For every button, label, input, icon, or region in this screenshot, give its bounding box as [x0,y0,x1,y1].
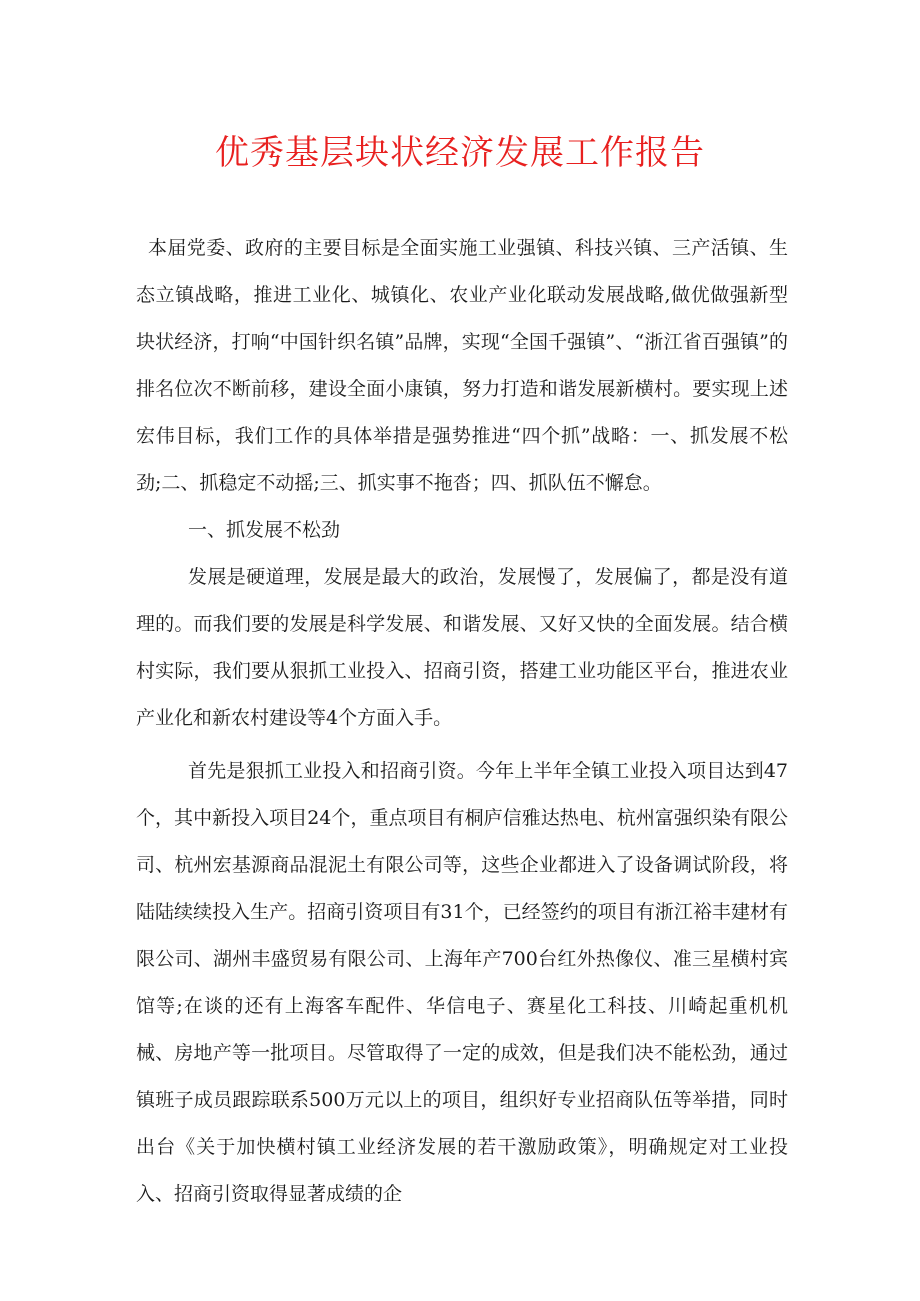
document-body [136,225,788,1218]
section-heading: 一、抓发展不松劲 [188,519,341,541]
document-title: 优秀基层块状经济发展工作报告 [215,133,705,173]
paragraph-intro: 本届党委、政府的主要目标是全面实施工业强镇、科技兴镇、三产活镇、生态立镇战略，推进工业化、城镇化、农业产业化联动发展战略,做优做强新型块状经济，打响“中国针织名镇”品牌，实现“全国千强镇”、“浙江省百强镇”的排名位次不断前移，建设全面小康镇，努力打造和谐发展新横村。要实现上述宏伟目标，我们工作的具体举措是强势推进“四个抓”战略：一、抓发展不松劲;二、抓稳定不动摇;三、抓实事不拖沓；四、抓队伍不懈怠。 [136,237,788,494]
paragraph-development: 发展是硬道理，发展是最大的政治，发展慢了，发展偏了，都是没有道理的。而我们要的发展是科学发展、和谐发展、又好又快的全面发展。结合横村实际，我们要从狠抓工业投入、招商引资，搭建工业功能区平台，推进农业产业化和新农村建设等4个方面入手。 [136,566,788,729]
paragraph-investment: 首先是狠抓工业投入和招商引资。今年上半年全镇工业投入项目达到47个，其中新投入项目24个，重点项目有桐庐信雅达热电、杭州富强织染有限公司、杭州宏基源商品混泥土有限公司等，这些企业都进入了设备调试阶段，将陆陆续续投入生产。招商引资项目有31个，已经签约的项目有浙江裕丰建材有限公司、湖州丰盛贸易有限公司、上海年产700台红外热像仪、准三星横村宾馆等;在谈的还有上海客车配件、华信电子、赛星化工科技、川崎起重机机械、房地产等一批项目。尽管取得了一定的成效，但是我们决不能松劲，通过镇班子成员跟踪联系500万元以上的项目，组织好专业招商队伍等举措，同时出台《关于加快横村镇工业经济发展的若干激励政策》，明确规定对工业投入、招商引资取得显著成绩的企 [136,760,788,1205]
